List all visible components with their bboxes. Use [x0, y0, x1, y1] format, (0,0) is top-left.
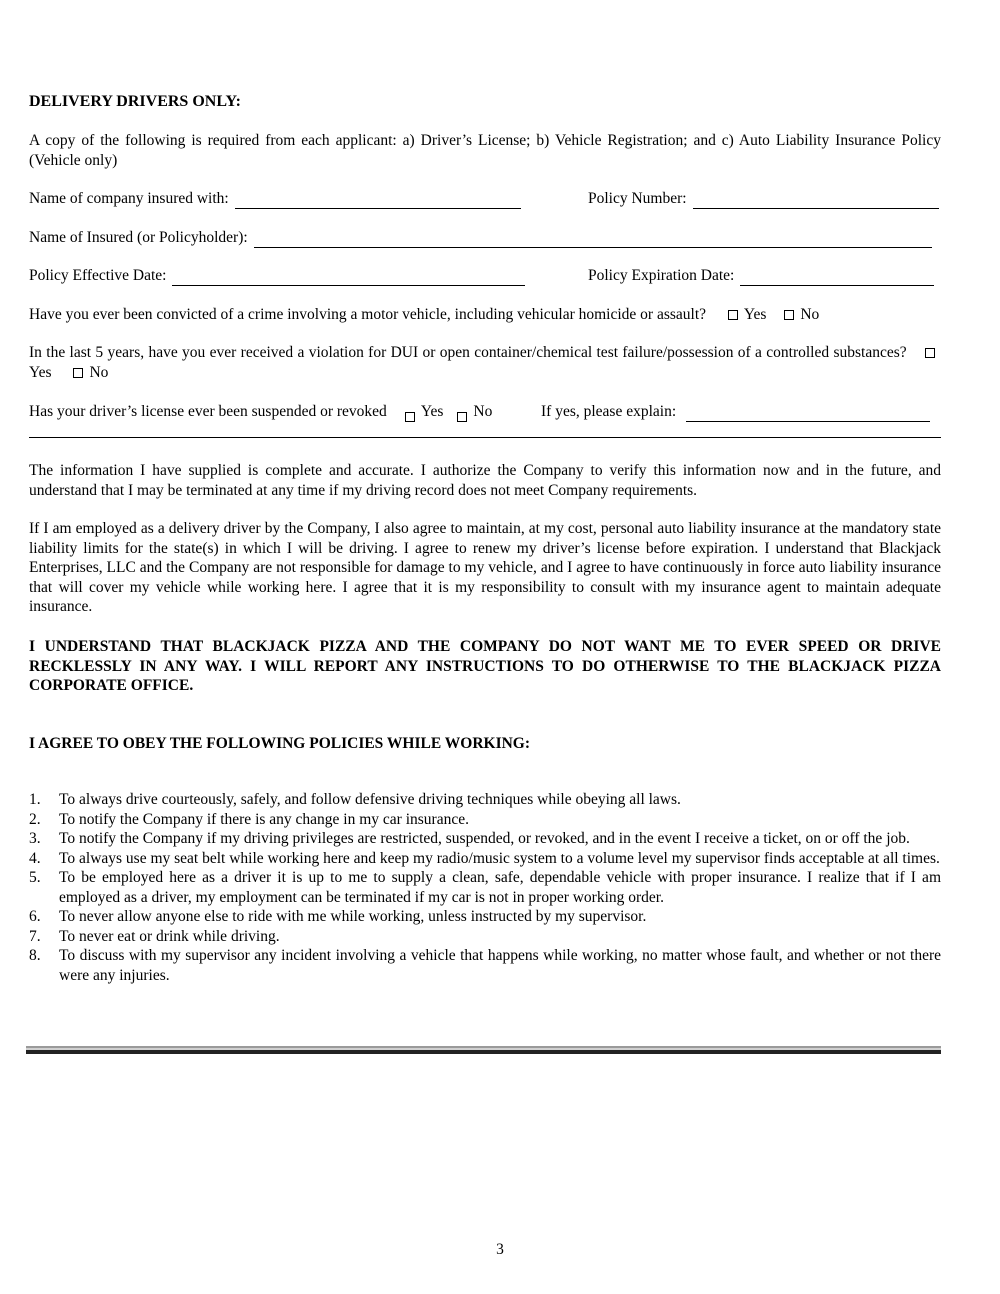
dui-question: [29, 343, 941, 382]
dui-no-label: No: [89, 363, 109, 381]
intro-text: A copy of the following is required from each applicant: a) Driver’s License; b) Vehicle Registration; and c) Auto Liability Insurance Policy (Vehicle only): [29, 132, 941, 169]
dui-no-checkbox[interactable]: [73, 368, 83, 378]
section-title: DELIVERY DRIVERS ONLY:: [29, 93, 241, 110]
speed-warning: I UNDERSTAND THAT BLACKJACK PIZZA AND THE COMPANY DO NOT WANT ME TO EVER SPEED OR DRIVE RECKLESSLY IN ANY WAY. I WILL REPORT ANY INSTRUCTIONS TO DO OTHERWISE TO THE BLACKJACK PIZZA CORPORATE OFFICE.: [29, 638, 941, 694]
row-suspended-question: [29, 402, 941, 422]
crime-no-label: No: [800, 306, 820, 323]
expiration-date-field[interactable]: [740, 270, 934, 286]
crime-question-text: Have you ever been convicted of a crime involving a motor vehicle, including vehicular homicide or assault?: [29, 306, 707, 323]
dui-yes-checkbox[interactable]: [925, 348, 935, 358]
info-statement: The information I have supplied is complete and accurate. I authorize the Company to verify this information now and in the future, and understand that I may be terminated at any time if my driving record does not meet Company requirements.: [29, 462, 941, 499]
suspended-no-checkbox[interactable]: [457, 412, 467, 422]
list-item: 2. To notify the Company if there is any change in my car insurance.: [29, 810, 469, 828]
list-item: 6. To never allow anyone else to ride with me while working, unless instructed by my supervisor.: [29, 908, 647, 925]
list-item: 4. To always use my seat belt while working here and keep my radio/music system to a volume level my supervisor finds acceptable at all times.: [29, 849, 940, 867]
crime-yes-label: Yes: [743, 306, 767, 323]
effective-date-label: Policy Effective Date:: [29, 267, 167, 284]
footer-divider: [26, 1046, 941, 1054]
row-policy-dates: [29, 266, 941, 286]
suspended-no-label: No: [473, 403, 493, 420]
expiration-date-label: Policy Expiration Date:: [588, 267, 735, 284]
policy-number-label: Policy Number:: [588, 190, 687, 207]
crime-yes-checkbox[interactable]: [728, 310, 738, 320]
list-item: 7. To never eat or drink while driving.: [29, 927, 280, 945]
dui-question-text: In the last 5 years, have you ever received a violation for DUI or open container/chemical test failure/possession of a controlled substances?: [29, 344, 907, 361]
list-item: 1. To always drive courteously, safely, and follow defensive driving techniques while obeying all laws.: [29, 791, 681, 808]
crime-no-checkbox[interactable]: [784, 310, 794, 320]
insured-name-label: Name of Insured (or Policyholder):: [29, 229, 248, 246]
row-crime-question: [29, 305, 941, 325]
row-company-policy: [29, 189, 941, 209]
employment-statement: If I am employed as a delivery driver by the Company, I also agree to maintain, at my cost, personal auto liability insurance at the mandatory state liability limits for the state(s) in which I will be driving. I agree to renew my driver’s license before expiration. I understand that Blackjack Enterprises, LLC and the Company are not responsible for damage to my vehicle, and I agree to have continuously in force auto liability insurance that will cover my vehicle while working here. I agree that it is my responsibility to consult with my insurance agent to maintain adequate insurance.: [29, 520, 941, 615]
dui-yes-label: Yes: [29, 363, 52, 381]
policies-heading: I AGREE TO OBEY THE FOLLOWING POLICIES WHILE WORKING:: [29, 735, 531, 752]
list-item: 8. To discuss with my supervisor any incident involving a vehicle that happens while working, no matter whose fault, and whether or not there were any injuries.: [29, 947, 941, 984]
suspended-yes-label: Yes: [420, 403, 444, 420]
suspended-yes-checkbox[interactable]: [405, 412, 415, 422]
list-item: 3. To notify the Company if my driving privileges are restricted, suspended, or revoked, and in the event I receive a ticket, on or off the job.: [29, 830, 910, 847]
row-insured-name: [29, 228, 941, 248]
explain-field[interactable]: [686, 406, 930, 422]
page-number: 3: [496, 1241, 504, 1258]
explain-label: If yes, please explain:: [541, 403, 677, 420]
company-insured-label: Name of company insured with:: [29, 190, 229, 207]
company-insured-field[interactable]: [235, 193, 521, 209]
policy-number-field[interactable]: [693, 193, 939, 209]
explain-field-continued[interactable]: [29, 437, 941, 438]
policies-list: [29, 790, 941, 985]
insured-name-field[interactable]: [254, 232, 932, 248]
suspended-question-text: Has your driver’s license ever been suspended or revoked: [29, 403, 387, 420]
list-item: 5. To be employed here as a driver it is up to me to supply a clean, safe, dependable vehicle with proper insurance. I realize that if I am employed as a driver, my employment can be terminated if my car is not in proper working order.: [29, 869, 941, 906]
effective-date-field[interactable]: [172, 270, 525, 286]
